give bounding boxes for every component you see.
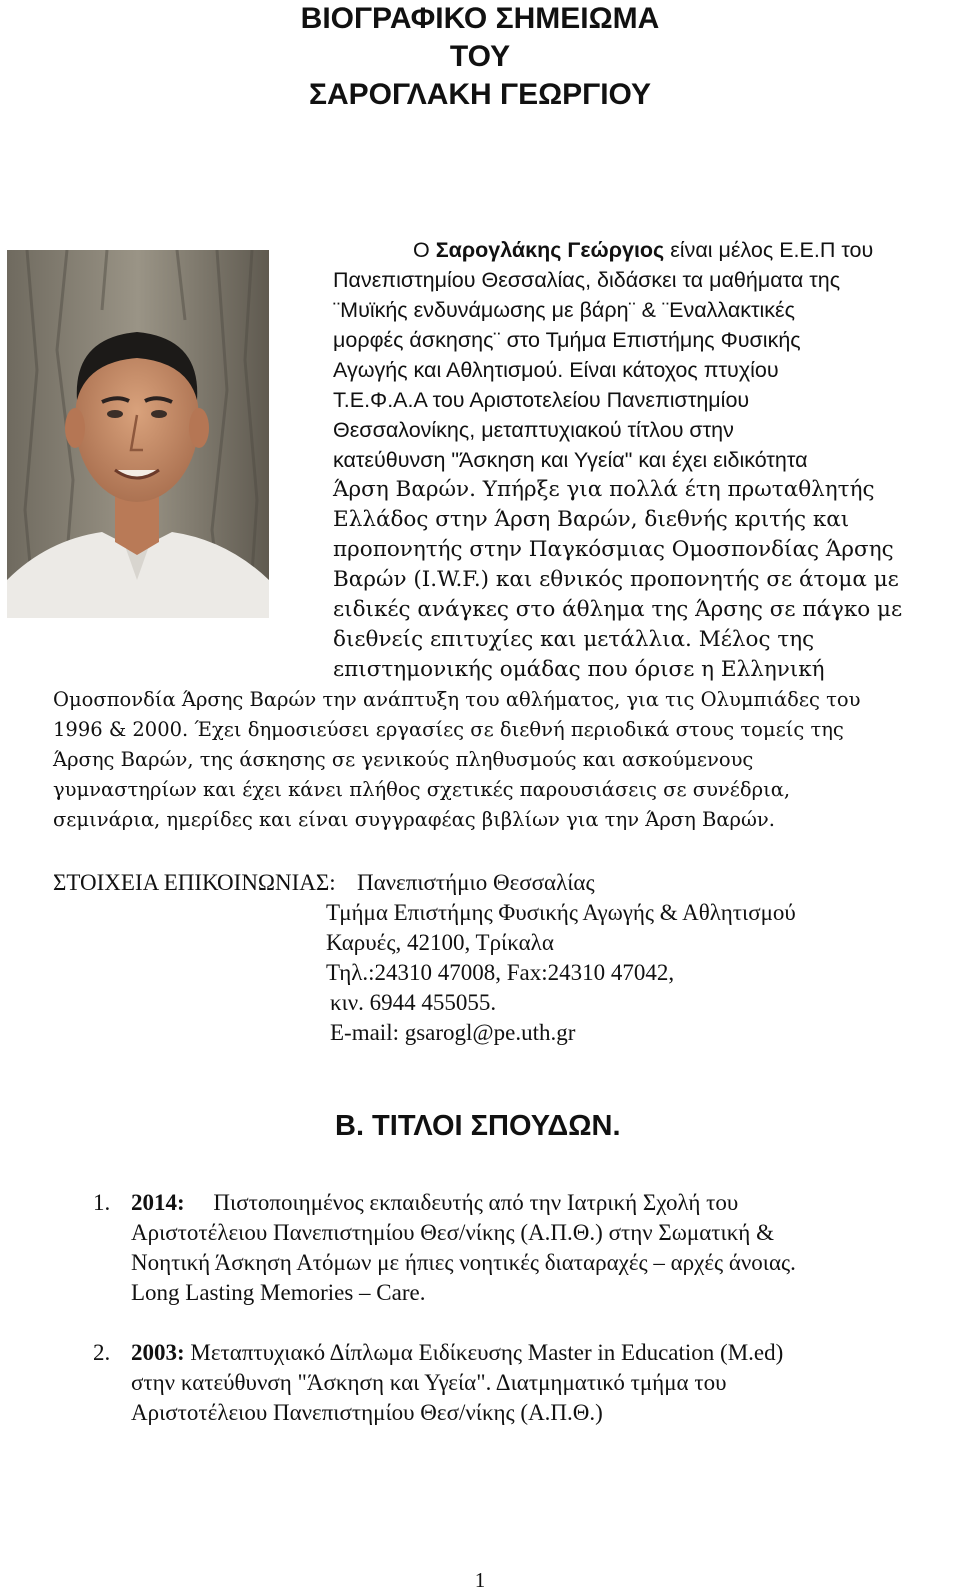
bio-line-6: Τ.Ε.Φ.Α.Α του Αριστοτελείου Πανεπιστημίου [333,388,750,412]
contact-department: Τμήμα Επιστήμης Φυσικής Αγωγής & Αθλητισμού [326,900,796,925]
title-line-2: ΤΟΥ [449,40,511,73]
contact-email[interactable]: E-mail: gsarogl@pe.uth.gr [330,1020,576,1045]
bio-line-2: Πανεπιστημίου Θεσσαλίας, διδάσκει τα μαθήματα της [333,268,841,292]
contact-mobile: κιν. 6944 455055. [330,990,497,1015]
bio-line-17: 1996 & 2000. Έχει δημοσιεύσει εργασίες σε διεθνή περιοδικά στους τομείς της [53,718,844,741]
bio-line-12: Βαρών (I.W.F.) και εθνικός προπονητής σε άτομα με [333,567,899,592]
degree-1-number: 1. [93,1190,111,1215]
bio-line-5: Αγωγής και Αθλητισμού. Είναι κάτοχος πτυχίου [333,358,779,382]
degree-1-line-3: Νοητική Άσκηση Ατόμων με ήπιες νοητικές διαταραχές – αρχές άνοιας. [131,1250,796,1275]
bio-line-18: Άρσης Βαρών, της άσκησης σε γενικούς πληθυσμούς και ασκούμενους [53,748,754,771]
degree-1-line-1: 2014: Πιστοποιημένος εκπαιδευτής από την Ιατρική Σχολή του [131,1190,739,1215]
page-number: 1 [474,1568,486,1592]
bio-line-20: σεμινάρια, ημερίδες και είναι συγγραφέας βιβλίων για την Άρση Βαρών. [53,808,775,831]
portrait-photo [7,250,269,618]
bio-line-8: κατεύθυνση "Άσκηση και Υγεία" και έχει ειδικότητα [333,448,808,472]
bio-line-9: Άρση Βαρών. Υπήρξε για πολλά έτη πρωταθλητής [333,477,875,502]
degree-2-line-1: 2003: Μεταπτυχιακό Δίπλωμα Ειδίκευσης Master in Education (M.ed) [131,1340,784,1365]
bio-line-14: διεθνείς επιτυχίες και μετάλλια. Μέλος της [333,627,815,652]
bio-line-15: επιστημονικής ομάδας που όρισε η Ελληνική [333,657,825,682]
degree-2-number: 2. [93,1340,111,1365]
contact-phone-fax: Τηλ.:24310 47008, Fax:24310 47042, [326,960,675,985]
bio-line-4: μορφές άσκησης¨ στο Τμήμα Επιστήμης Φυσικής [333,328,801,352]
contact-address: Καρυές, 42100, Τρίκαλα [326,930,554,955]
bio-line-16: Ομοσπονδία Άρσης Βαρών την ανάπτυξη του αθλήματος, για τις Ολυμπιάδες του [53,688,861,711]
contact-label: ΣΤΟΙΧΕΙΑ ΕΠΙΚΟΙΝΩΝΙΑΣ: [53,870,336,895]
bio-line-7: Θεσσαλονίκης, μεταπτυχιακού τίτλου στην [333,418,734,442]
section-title-degrees: Β. ΤΙΤΛΟΙ ΣΠΟΥΔΩΝ. [335,1110,621,1142]
degree-2-line-2: στην κατεύθυνση "Άσκηση και Υγεία". Διατμηματικό τμήμα του [131,1370,727,1395]
title-line-1: ΒΙΟΓΡΑΦΙΚΟ ΣΗΜΕΙΩΜΑ [300,2,660,35]
bio-line-13: ειδικές ανάγκες στο άθλημα της Άρσης σε πάγκο με [333,597,903,622]
bio-line-19: γυμναστηρίων και έχει κάνει πλήθος σχετικές παρουσιάσεις σε συνέδρια, [53,778,791,801]
bio-line-11: προπονητής στην Παγκόσμιας Ομοσπονδίας Άρσης [333,537,894,562]
bio-line-3: ¨Μυϊκής ενδυνάμωσης με βάρη¨ & ¨Εναλλακτικές [333,298,795,322]
bio-line-1: Ο Σαρογλάκης Γεώργιος είναι μέλος Ε.Ε.Π του [413,238,874,262]
bio-name: Σαρογλάκης Γεώργιος [435,238,665,262]
degree-1-line-4: Long Lasting Memories – Care. [131,1280,426,1305]
title-line-3: ΣΑΡΟΓΛΑΚΗ ΓΕΩΡΓΙΟΥ [308,78,652,111]
degree-1-year: 2014: [131,1190,185,1215]
contact-university: Πανεπιστήμιο Θεσσαλίας [357,870,595,895]
document-title [0,0,960,114]
bio-line-10: Ελλάδος στην Άρση Βαρών, διεθνής κριτής και [333,507,850,532]
degree-2-year: 2003: [131,1340,185,1365]
degree-1-line-2: Αριστοτέλειου Πανεπιστημίου Θεσ/νίκης (Α.Π.Θ.) στην Σωματική & [131,1220,774,1245]
degree-2-line-3: Αριστοτέλειου Πανεπιστημίου Θεσ/νίκης (Α.Π.Θ.) [131,1400,603,1425]
